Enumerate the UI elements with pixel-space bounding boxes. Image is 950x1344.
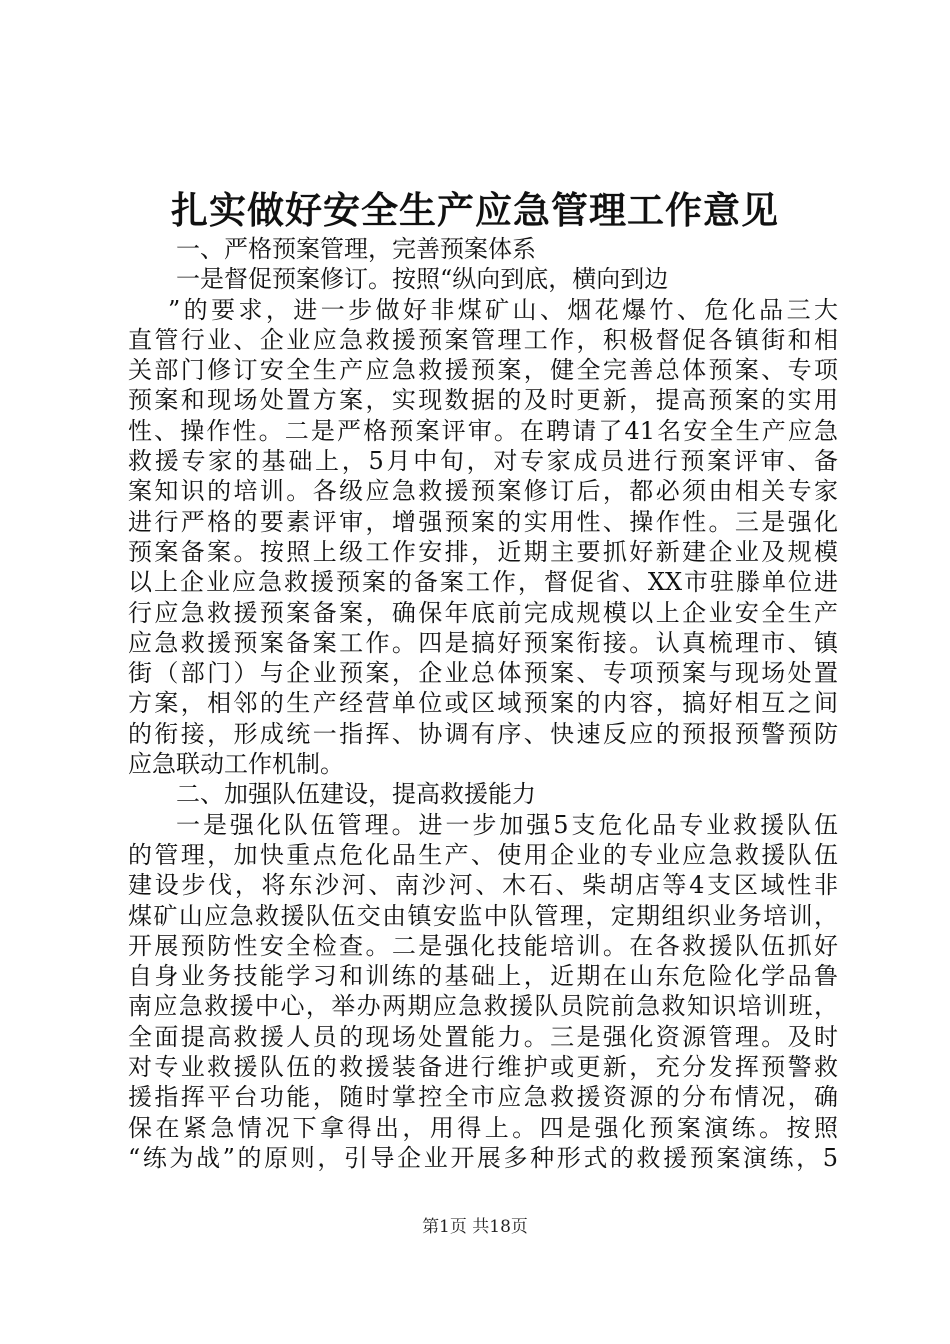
- paragraph-line: 援指挥平台功能，随时掌控全市应急救援资源的分布情况，确: [128, 1083, 838, 1112]
- paragraph-line: 关部门修订安全生产应急救援预案，健全完善总体预案、专项: [128, 356, 838, 385]
- paragraph-line: 全面提高救援人员的现场处置能力。三是强化资源管理。及时: [128, 1022, 838, 1051]
- paragraph-line: 建设步伐，将东沙河、南沙河、木石、柴胡店等4支区域性非: [128, 871, 838, 900]
- paragraph-line: 预案备案。按照上级工作安排，近期主要抓好新建企业及规模: [128, 537, 838, 566]
- paragraph-line: ”的要求，进一步做好非煤矿山、烟花爆竹、危化品三大: [168, 295, 838, 324]
- paragraph-line: 南应急救援中心，举办两期应急救援队员院前急救知识培训班，: [128, 992, 838, 1021]
- paragraph-line: 街（部门）与企业预案，企业总体预案、专项预案与现场处置: [128, 659, 838, 688]
- paragraph-line: 救援专家的基础上，5月中旬，对专家成员进行预案评审、备: [128, 447, 838, 476]
- paragraph-line: “练为战”的原则，引导企业开展多种形式的救援预案演练，5: [128, 1143, 838, 1172]
- paragraph-line: 一是督促预案修订。按照“纵向到底，横向到边: [176, 265, 669, 294]
- paragraph-line: 方案，相邻的生产经营单位或区域预案的内容，搞好相互之间: [128, 689, 838, 718]
- document-title: 扎实做好安全生产应急管理工作意见: [171, 188, 779, 232]
- paragraph-line: 的管理，加快重点危化品生产、使用企业的专业应急救援队伍: [128, 840, 838, 869]
- paragraph-line: 一是强化队伍管理。进一步加强5支危化品专业救援队伍: [176, 810, 838, 839]
- paragraph-line: 性、操作性。二是严格预案评审。在聘请了41名安全生产应急: [128, 416, 838, 445]
- paragraph-line: 进行严格的要素评审，增强预案的实用性、操作性。三是强化: [128, 507, 838, 536]
- paragraph-line: 行应急救援预案备案，确保年底前完成规模以上企业安全生产: [128, 598, 838, 627]
- section-heading-1: 一、严格预案管理，完善预案体系: [176, 235, 536, 263]
- paragraph-line: 直管行业、企业应急救援预案管理工作，积极督促各镇街和相: [128, 325, 838, 354]
- paragraph-line: 保在紧急情况下拿得出，用得上。四是强化预案演练。按照: [128, 1113, 838, 1142]
- paragraph-line: 应急救援预案备案工作。四是搞好预案衔接。认真梳理市、镇: [128, 628, 838, 657]
- paragraph-line: 开展预防性安全检查。二是强化技能培训。在各救援队伍抓好: [128, 931, 838, 960]
- page-number-footer: 第1页 共18页: [422, 1217, 528, 1237]
- paragraph-line: 预案和现场处置方案，实现数据的及时更新，提高预案的实用: [128, 386, 838, 415]
- paragraph-line: 对专业救援队伍的救援装备进行维护或更新，充分发挥预警救: [128, 1053, 838, 1082]
- document-body: [128, 234, 838, 1173]
- paragraph-line: 煤矿山应急救援队伍交由镇安监中队管理，定期组织业务培训，: [128, 901, 838, 930]
- paragraph-line: 应急联动工作机制。: [128, 750, 344, 779]
- paragraph-line: 以上企业应急救援预案的备案工作，督促省、XX市驻滕单位进: [128, 568, 838, 597]
- paragraph-line: 自身业务技能学习和训练的基础上，近期在山东危险化学品鲁: [128, 962, 838, 991]
- paragraph-line: 的衔接，形成统一指挥、协调有序、快速反应的预报预警预防: [128, 719, 838, 748]
- paragraph-line: 案知识的培训。各级应急救援预案修订后，都必须由相关专家: [128, 477, 838, 506]
- section-heading-2: 二、加强队伍建设，提高救援能力: [176, 780, 536, 809]
